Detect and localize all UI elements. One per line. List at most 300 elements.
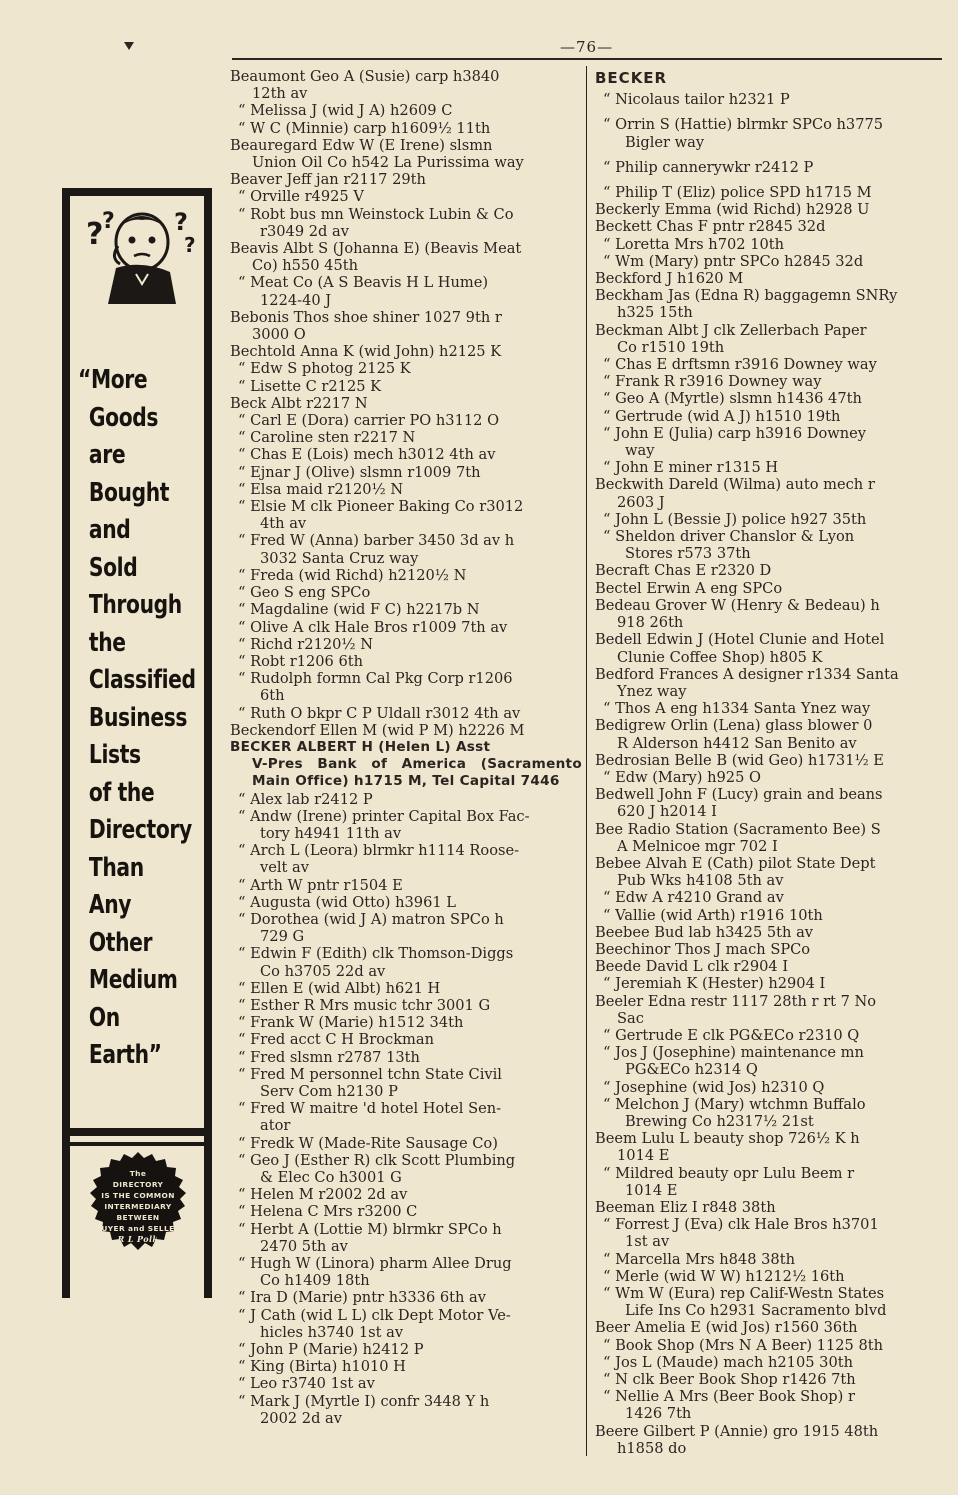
directory-entry — [230, 1289, 582, 1306]
entry-continuation: A Melnicoe mgr 702 I — [617, 837, 778, 855]
entry-text: “ Marcella Mrs h848 38th — [603, 1250, 795, 1268]
entry-continuation: Life Ins Co h2931 Sacramento blvd — [625, 1302, 887, 1320]
column-divider — [586, 66, 587, 1456]
directory-entry — [230, 429, 582, 446]
directory-entry — [595, 597, 942, 631]
slogan-line: Earth” — [88, 1040, 162, 1070]
entry-text: “ Fredk W (Made-Rite Sausage Co) — [238, 1134, 498, 1152]
directory-entry — [230, 188, 582, 205]
directory-entry — [595, 889, 942, 906]
entry-text: Beckford J h1620 M — [595, 270, 744, 288]
entry-text: “ Ruth O bkpr C P Uldall r3012 4th av — [238, 704, 521, 722]
seal-text — [84, 1168, 192, 1245]
entry-text: Bedigrew Orlin (Lena) glass blower 0 — [595, 717, 873, 735]
entry-text: “ Magdaline (wid F C) h2217b N — [238, 601, 480, 619]
directory-entry — [595, 322, 942, 356]
directory-entry — [230, 102, 582, 119]
entry-text: “ Andw (Irene) printer Capital Box Fac- — [238, 807, 530, 825]
entry-text: “ Wm W (Eura) rep Calif-Westn States — [603, 1285, 885, 1303]
directory-entry — [230, 240, 582, 274]
directory-entry — [595, 1096, 942, 1130]
directory-entry — [230, 584, 582, 601]
directory-entry — [230, 1186, 582, 1203]
directory-entry — [230, 567, 582, 584]
entry-text: “ Frank W (Marie) h1512 34th — [238, 1014, 464, 1032]
directory-entry — [595, 958, 942, 975]
directory-entry — [230, 1100, 582, 1134]
entry-text: “ Chas E (Lois) mech h3012 4th av — [238, 446, 496, 464]
entry-text: “ John E (Julia) carp h3916 Downey — [603, 424, 867, 442]
entry-continuation: 4th av — [260, 515, 307, 533]
directory-entry — [595, 666, 942, 700]
directory-entry — [595, 184, 942, 201]
entry-continuation: Co h3705 22d av — [260, 962, 386, 980]
directory-entry — [595, 1268, 942, 1285]
entry-continuation: 729 G — [260, 928, 305, 946]
entry-text: “ Lisette C r2125 K — [238, 377, 382, 395]
slogan-line: are — [88, 440, 126, 470]
entry-continuation: Brewing Co h2317½ 21st — [625, 1112, 814, 1130]
directory-column-right — [595, 70, 942, 1457]
entry-text: Beckendorf Ellen M (wid P M) h2226 M — [230, 721, 525, 739]
slogan-line: of the — [88, 777, 155, 808]
entry-continuation: 6th — [260, 687, 285, 705]
entry-text: Bedell Edwin J (Hotel Clunie and Hotel — [595, 631, 885, 649]
puzzled-mascot-icon — [80, 198, 200, 308]
entry-text: Beebee Bud lab h3425 5th av — [595, 923, 814, 941]
entry-continuation: way — [625, 442, 655, 460]
directory-entry — [230, 1152, 582, 1186]
entry-text: Bedeau Grover W (Henry & Bedeau) h — [595, 596, 880, 614]
entry-text: “ John L (Bessie J) police h927 35th — [603, 510, 867, 528]
directory-entry — [595, 993, 942, 1027]
directory-entry — [595, 1354, 942, 1371]
entry-continuation: Stores r573 37th — [625, 545, 751, 563]
entry-text: Beer Amelia E (wid Jos) r1560 36th — [595, 1319, 858, 1337]
entry-text: Beede David L clk r2904 I — [595, 958, 789, 976]
directory-entry — [595, 1388, 942, 1422]
entry-continuation: velt av — [260, 859, 309, 877]
entry-continuation: Co r1510 19th — [617, 338, 725, 356]
directory-entry — [595, 924, 942, 941]
directory-entry — [230, 1307, 582, 1341]
entry-text: “ Helen M r2002 2d av — [238, 1186, 408, 1204]
column-heading: BECKER — [595, 69, 668, 87]
directory-entry — [595, 907, 942, 924]
seal-line: BUYER and SELLER — [95, 1224, 181, 1233]
directory-entry — [230, 653, 582, 670]
directory-entry — [230, 532, 582, 566]
directory-entry — [595, 1044, 942, 1078]
entry-text: “ Herbt A (Lottie M) blrmkr SPCo h — [238, 1220, 502, 1238]
entry-continuation: 620 J h2014 I — [617, 803, 717, 821]
entry-text: “ Fred M personnel tchn State Civil — [238, 1065, 502, 1083]
svg-text:?: ? — [174, 208, 188, 236]
page-number: —76— — [560, 38, 614, 56]
slogan-line: Lists — [88, 740, 141, 770]
svg-text:?: ? — [184, 233, 196, 257]
slogan-line: Classified — [88, 665, 196, 695]
slogan-line: On — [88, 1002, 120, 1033]
directory-entry — [230, 274, 582, 308]
entry-text: “ J Cath (wid L L) clk Dept Motor Ve- — [238, 1306, 511, 1324]
entry-text: “ Augusta (wid Otto) h3961 L — [238, 893, 456, 911]
entry-text: “ Edwin F (Edith) clk Thomson-Diggs — [238, 945, 514, 963]
entry-text: Bebee Alvah E (Cath) pilot State Dept — [595, 854, 876, 872]
entry-text: Beeler Edna restr 1117 28th r rt 7 No — [595, 992, 877, 1010]
seal-line: The — [129, 1169, 147, 1178]
directory-entry — [230, 997, 582, 1014]
entry-continuation: 1014 E — [625, 1181, 678, 1199]
directory-entry — [595, 408, 942, 425]
directory-entry — [230, 1031, 582, 1048]
entry-text: “ Jos J (Josephine) maintenance mn — [603, 1044, 864, 1062]
entry-continuation: & Elec Co h3001 G — [260, 1169, 402, 1186]
entry-continuation: Co h1409 18th — [260, 1272, 370, 1290]
entry-text: “ Helena C Mrs r3200 C — [238, 1203, 418, 1221]
directory-entry — [230, 808, 582, 842]
entry-text: “ Geo S eng SPCo — [238, 584, 371, 602]
slogan-line: Through — [88, 590, 182, 620]
entry-text: Beckman Albt J clk Zellerbach Paper — [595, 321, 867, 339]
entry-text: “ Edw S photog 2125 K — [238, 360, 411, 378]
slogan-line: Medium — [88, 965, 178, 995]
entry-continuation: Ynez way — [617, 682, 687, 700]
entry-text: “ Philip cannerywkr r2412 P — [603, 158, 814, 176]
directory-entry — [595, 356, 942, 373]
directory-entry — [595, 1371, 942, 1388]
slogan-line: “More — [78, 365, 148, 395]
directory-entry — [230, 1221, 582, 1255]
entry-text: “ Leo r3740 1st av — [238, 1375, 375, 1393]
slogan-line: Sold — [88, 552, 138, 583]
directory-entry — [230, 120, 582, 137]
directory-entry — [595, 1130, 942, 1164]
directory-entry — [230, 68, 582, 102]
entry-text: “ Jos L (Maude) mach h2105 30th — [603, 1353, 854, 1371]
entry-continuation: 1224-40 J — [260, 291, 332, 309]
directory-entry — [595, 270, 942, 287]
directory-entry — [230, 619, 582, 636]
svg-text:?: ? — [86, 217, 104, 252]
entry-text: “ Edw (Mary) h925 O — [603, 768, 761, 786]
directory-entry — [595, 786, 942, 820]
entry-text: “ Olive A clk Hale Bros r1009 7th av — [238, 618, 508, 636]
directory-entry — [230, 601, 582, 618]
seal-line: BETWEEN — [116, 1213, 160, 1222]
entry-continuation: 3032 Santa Cruz way — [260, 549, 419, 567]
entry-text: “ King (Birta) h1010 H — [238, 1358, 406, 1376]
entry-text: “ Fred slsmn r2787 13th — [238, 1048, 420, 1066]
ad-bottom-border-thin — [62, 1142, 212, 1146]
directory-entry — [230, 395, 582, 412]
seal-line: IS THE COMMON — [101, 1191, 175, 1200]
entry-continuation: hicles h3740 1st av — [260, 1323, 404, 1341]
margin-mark-icon — [122, 38, 136, 57]
directory-entry — [595, 769, 942, 786]
directory-entry — [595, 1337, 942, 1354]
entry-text: BECKER ALBERT H (Helen L) Asst — [230, 738, 491, 755]
entry-text: “ Geo A (Myrtle) slsmn h1436 47th — [603, 390, 862, 408]
entry-text: Beckham Jas (Edna R) baggagemn SNRy — [595, 287, 898, 305]
directory-entry — [595, 528, 942, 562]
directory-entry — [230, 1066, 582, 1100]
directory-entry — [230, 1014, 582, 1031]
entry-text: “ Esther R Mrs music tchr 3001 G — [238, 996, 491, 1014]
slogan-line: Any — [88, 890, 132, 920]
entry-text: “ Nicolaus tailor h2321 P — [603, 91, 790, 109]
directory-entry — [595, 253, 942, 270]
directory-entry — [230, 343, 582, 360]
entry-continuation: Union Oil Co h542 La Purissima way — [252, 154, 524, 172]
entry-text: “ Robt r1206 6th — [238, 652, 364, 670]
entry-text: “ Robt bus mn Weinstock Lubin & Co — [238, 205, 514, 223]
entry-text: “ Fred W (Anna) barber 3450 3d av h — [238, 532, 515, 550]
directory-entry — [230, 206, 582, 240]
directory-entry — [595, 390, 942, 407]
directory-entry — [230, 705, 582, 722]
entry-continuation: Bigler way — [625, 133, 705, 151]
entry-text: Becraft Chas E r2320 D — [595, 562, 772, 580]
slogan-line: Directory — [88, 815, 192, 845]
entry-text: “ Geo J (Esther R) clk Scott Plumbing — [238, 1151, 516, 1169]
directory-entry — [230, 636, 582, 653]
entry-text: “ Ira D (Marie) pntr h3336 6th av — [238, 1289, 487, 1307]
directory-entry — [230, 945, 582, 979]
directory-entry — [595, 476, 942, 510]
ad-bottom-border — [62, 1128, 212, 1136]
entry-text: “ Arch L (Leora) blrmkr h1114 Roose- — [238, 842, 520, 860]
directory-entry — [230, 171, 582, 188]
entry-text: Beavis Albt S (Johanna E) (Beavis Meat — [230, 240, 522, 258]
directory-entry — [230, 1375, 582, 1392]
entry-text: “ W C (Minnie) carp h1609½ 11th — [238, 119, 491, 137]
directory-entry — [595, 159, 942, 176]
directory-entry — [595, 1423, 942, 1457]
slogan-line: Other — [88, 927, 153, 958]
entry-text: “ Philip T (Eliz) police SPD h1715 M — [603, 184, 872, 202]
directory-entry — [230, 137, 582, 171]
entry-text: “ Freda (wid Richd) h2120½ N — [238, 566, 467, 584]
directory-entry — [595, 855, 942, 889]
entry-text: “ Ejnar J (Olive) slsmn r1009 7th — [238, 463, 481, 481]
entry-continuation: 3000 O — [252, 326, 306, 344]
directory-entry — [595, 236, 942, 253]
entry-text: Bectel Erwin A eng SPCo — [595, 579, 783, 597]
entry-text: “ Fred W maitre 'd hotel Hotel Sen- — [238, 1100, 502, 1118]
directory-entry — [595, 752, 942, 769]
entry-continuation: PG&ECo h2314 Q — [625, 1061, 758, 1079]
entry-text: Bedwell John F (Lucy) grain and beans — [595, 786, 883, 804]
directory-entry — [230, 1135, 582, 1152]
entry-text: Beaumont Geo A (Susie) carp h3840 — [230, 68, 500, 85]
directory-entry — [595, 91, 942, 108]
directory-entry — [595, 373, 942, 390]
entry-text: Bedford Frances A designer r1334 Santa — [595, 665, 899, 683]
slogan-line: Bought — [88, 477, 170, 508]
directory-entry — [230, 464, 582, 481]
ad-slogan — [78, 362, 196, 1075]
directory-entry — [595, 511, 942, 528]
entry-text: “ N clk Beer Book Shop r1426 7th — [603, 1371, 856, 1389]
directory-entry — [595, 717, 942, 751]
directory-entry — [230, 1393, 582, 1427]
entry-continuation: 2470 5th av — [260, 1237, 348, 1255]
entry-continuation: 1014 E — [617, 1147, 670, 1165]
entry-continuation: 2002 2d av — [260, 1409, 342, 1427]
entry-text: “ Gertrude E clk PG&ECo r2310 Q — [603, 1026, 860, 1044]
directory-entry — [595, 459, 942, 476]
entry-continuation: 12th av — [252, 85, 308, 103]
entry-text: “ Vallie (wid Arth) r1916 10th — [603, 906, 823, 924]
entry-continuation: Pub Wks h4108 5th av — [617, 872, 784, 890]
svg-text:?: ? — [102, 209, 115, 234]
entry-text: “ Forrest J (Eva) clk Hale Bros h3701 — [603, 1216, 879, 1234]
directory-entry — [230, 877, 582, 894]
directory-entry — [595, 1027, 942, 1044]
entry-continuation: V-Pres Bank of America (Sacramento Main Office) h1715 M, Tel Capital 7446 — [252, 756, 582, 790]
ad-top-border — [62, 188, 212, 196]
entry-continuation: h325 15th — [617, 304, 693, 322]
entry-continuation: Serv Com h2130 P — [260, 1082, 398, 1100]
entry-text: “ John P (Marie) h2412 P — [238, 1341, 424, 1359]
directory-entry — [230, 1049, 582, 1066]
directory-entry — [595, 425, 942, 459]
slogan-line: Than — [88, 852, 144, 883]
directory-entry — [595, 1251, 942, 1268]
entry-text: “ Elsa maid r2120½ N — [238, 480, 404, 498]
directory-entry — [595, 1165, 942, 1199]
directory-entry — [230, 412, 582, 429]
directory-entry — [595, 287, 942, 321]
directory-entry — [595, 1199, 942, 1216]
directory-entry — [595, 580, 942, 597]
entry-continuation: Sac — [617, 1009, 644, 1027]
entry-text: “ Meat Co (A S Beavis H L Hume) — [238, 274, 489, 292]
entry-continuation: ator — [260, 1117, 291, 1135]
entry-text: “ Loretta Mrs h702 10th — [603, 235, 785, 253]
directory-entry — [595, 631, 942, 665]
entry-text: Beckerly Emma (wid Richd) h2928 U — [595, 201, 870, 219]
directory-entry — [230, 1341, 582, 1358]
entry-text: “ Jeremiah K (Hester) h2904 I — [603, 975, 826, 993]
entry-text: “ Alex lab r2412 P — [238, 790, 373, 808]
entry-text: “ Ellen E (wid Albt) h621 H — [238, 979, 441, 997]
directory-entry — [595, 218, 942, 235]
entry-text: “ Caroline sten r2217 N — [238, 429, 416, 447]
directory-entry — [595, 700, 942, 717]
entry-text: Bebonis Thos shoe shiner 1027 9th r — [230, 308, 502, 326]
entry-text: “ Orville r4925 V — [238, 188, 364, 206]
entry-continuation: 2603 J — [617, 493, 665, 511]
entry-text: Beaver Jeff jan r2117 29th — [230, 171, 426, 189]
entry-text: Beauregard Edw W (E Irene) slsmn — [230, 136, 493, 154]
directory-entry — [230, 360, 582, 377]
entry-continuation: Clunie Coffee Shop) h805 K — [617, 648, 823, 666]
slogan-line: and — [88, 515, 131, 545]
slogan-line: Goods — [88, 402, 159, 433]
entry-continuation: 918 26th — [617, 614, 684, 632]
entry-text: Beechinor Thos J mach SPCo — [595, 940, 811, 958]
entry-text: “ Orrin S (Hattie) blrmkr SPCo h3775 — [603, 116, 884, 134]
entry-continuation: Co) h550 45th — [252, 257, 359, 275]
directory-entry — [595, 1079, 942, 1096]
directory-entry — [595, 1216, 942, 1250]
directory-entry — [230, 911, 582, 945]
entry-text: “ Mildred beauty opr Lulu Beem r — [603, 1164, 855, 1182]
entry-text: “ Thos A eng h1334 Santa Ynez way — [603, 700, 871, 718]
directory-entry — [230, 1255, 582, 1289]
directory-entry — [595, 562, 942, 579]
directory-entry — [595, 1319, 942, 1336]
entry-continuation: R Alderson h4412 San Benito av — [617, 734, 857, 752]
entry-text: “ Carl E (Dora) carrier PO h3112 O — [238, 412, 500, 430]
directory-entry — [230, 894, 582, 911]
entry-text: Beckett Chas F pntr r2845 32d — [595, 218, 826, 236]
directory-entry — [595, 821, 942, 855]
directory-entry — [230, 498, 582, 532]
entry-text: “ Richd r2120½ N — [238, 635, 373, 653]
directory-entry — [230, 481, 582, 498]
entry-text: “ Melissa J (wid J A) h2609 C — [238, 102, 453, 120]
entry-text: “ Josephine (wid Jos) h2310 Q — [603, 1078, 825, 1096]
directory-column-left — [230, 68, 582, 1427]
entry-text: Beere Gilbert P (Annie) gro 1915 48th — [595, 1422, 879, 1440]
directory-entry — [230, 791, 582, 808]
entry-text: “ Merle (wid W W) h1212½ 16th — [603, 1267, 845, 1285]
entry-continuation: r3049 2d av — [260, 222, 349, 240]
entry-text: “ Dorothea (wid J A) matron SPCo h — [238, 910, 504, 928]
slogan-line: the — [88, 627, 126, 658]
entry-continuation: h1858 do — [617, 1439, 687, 1457]
entry-text: “ Chas E drftsmn r3916 Downey way — [603, 356, 877, 374]
directory-entry — [230, 670, 582, 704]
entry-text: “ Book Shop (Mrs N A Beer) 1125 8th — [603, 1336, 884, 1354]
entry-text: “ Nellie A Mrs (Beer Book Shop) r — [603, 1388, 855, 1406]
entry-text: “ Rudolph formn Cal Pkg Corp r1206 — [238, 670, 513, 688]
entry-text: “ Melchon J (Mary) wtchmn Buffalo — [603, 1095, 866, 1113]
entry-continuation: 1426 7th — [625, 1405, 692, 1423]
seal-line: DIRECTORY — [112, 1180, 164, 1189]
entry-text: Bee Radio Station (Sacramento Bee) S — [595, 820, 881, 838]
entry-text: Beck Albt r2217 N — [230, 394, 368, 412]
directory-entry — [595, 941, 942, 958]
entry-text: “ Mark J (Myrtle I) confr 3448 Y h — [238, 1392, 490, 1410]
entry-text: “ Elsie M clk Pioneer Baking Co r3012 — [238, 498, 524, 516]
entry-text: “ Hugh W (Linora) pharm Allee Drug — [238, 1255, 512, 1273]
directory-entry — [230, 842, 582, 876]
entry-text: “ Gertrude (wid A J) h1510 19th — [603, 407, 841, 425]
directory-entry — [230, 980, 582, 997]
directory-entry — [230, 309, 582, 343]
slogan-line: Business — [88, 702, 188, 733]
entry-text: Beem Lulu L beauty shop 726½ K h — [595, 1130, 860, 1148]
entry-text: Bechtold Anna K (wid John) h2125 K — [230, 343, 502, 361]
entry-text: Beeman Eliz I r848 38th — [595, 1199, 776, 1216]
entry-text: “ Arth W pntr r1504 E — [238, 876, 403, 894]
header-rule — [232, 58, 942, 60]
entry-text: Bedrosian Belle B (wid Geo) h1731½ E — [595, 751, 884, 769]
directory-entry — [595, 975, 942, 992]
directory-entries-right — [595, 91, 942, 1457]
directory-entry — [230, 722, 582, 739]
entry-text: “ John E miner r1315 H — [603, 459, 779, 477]
seal-line: INTERMEDIARY — [104, 1202, 172, 1211]
directory-entry — [595, 116, 942, 150]
entry-text: “ Frank R r3916 Downey way — [603, 373, 822, 391]
directory-entry — [595, 201, 942, 218]
directory-entry — [230, 1358, 582, 1375]
